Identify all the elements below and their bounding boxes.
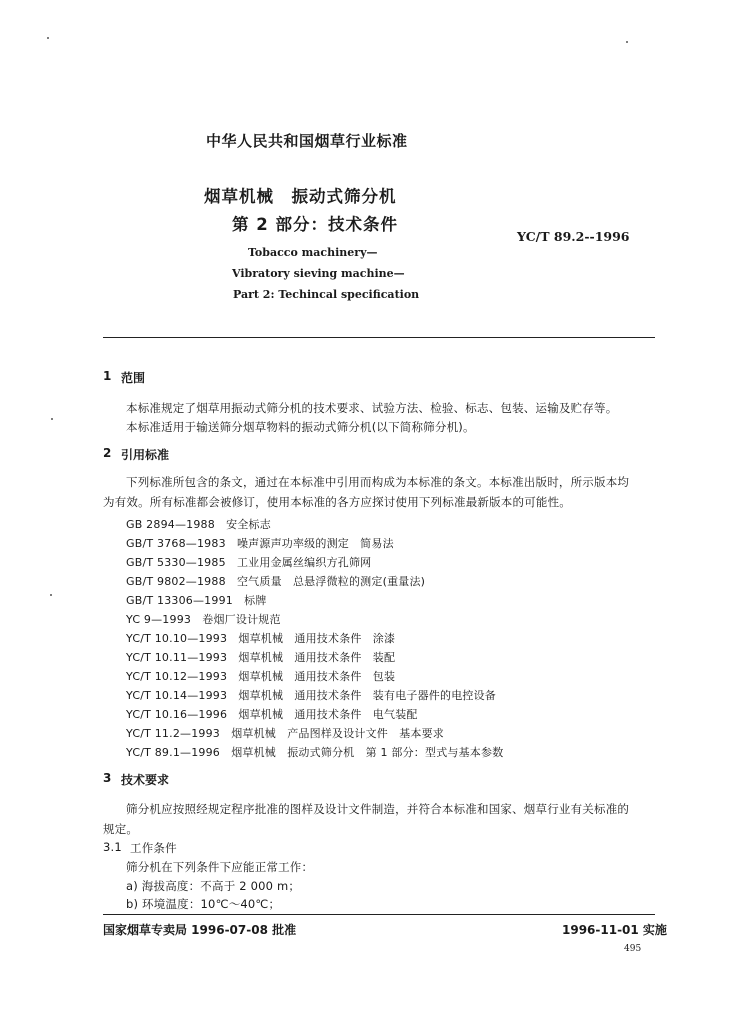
subsection-3-1-number: 3.1 xyxy=(103,840,122,854)
list-item: YC/T 10.16—1996 烟草机械 通用技术条件 电气装配 xyxy=(126,708,418,721)
section-2-paragraph-line2: 为有效。所有标准都会被修订，使用本标准的各方应探讨使用下列标准最新版本的可能性。 xyxy=(103,495,571,509)
footer-divider xyxy=(103,914,655,915)
doc-title-line2: 第 2 部分：技术条件 xyxy=(232,215,398,234)
section-1-paragraph-2: 本标准适用于输送筛分烟草物料的振动式筛分机(以下简称筛分机)。 xyxy=(126,420,475,434)
list-item: GB/T 3768—1983 噪声源声功率级的测定 简易法 xyxy=(126,537,394,550)
section-3-title: 技术要求 xyxy=(121,773,170,787)
section-2-title: 引用标准 xyxy=(121,448,170,462)
list-item: GB/T 9802—1988 空气质量 总悬浮微粒的测定(重量法) xyxy=(126,575,426,588)
list-item: GB/T 13306—1991 标牌 xyxy=(126,594,267,607)
list-item: YC/T 10.14—1993 烟草机械 通用技术条件 装有电子器件的电控设备 xyxy=(126,689,497,702)
english-title-line2: Vibratory sieving machine— xyxy=(232,267,405,280)
list-item: YC/T 10.10—1993 烟草机械 通用技术条件 涂漆 xyxy=(126,632,396,645)
english-title-line1: Tobacco machinery— xyxy=(248,246,378,259)
section-2-paragraph-line1: 下列标准所包含的条文，通过在本标准中引用而构成为本标准的条文。本标准出版时，所示版本均 xyxy=(126,475,630,489)
issuer-title: 中华人民共和国烟草行业标准 xyxy=(206,132,408,150)
section-2-number: 2 xyxy=(103,446,112,460)
list-item: GB 2894—1988 安全标志 xyxy=(126,518,271,531)
section-3-paragraph-line1: 筛分机应按照经规定程序批准的图样及设计文件制造，并符合本标准和国家、烟草行业有关标准的 xyxy=(126,802,630,816)
header-divider xyxy=(103,337,655,338)
list-item: YC/T 10.11—1993 烟草机械 通用技术条件 装配 xyxy=(126,651,396,664)
section-1-number: 1 xyxy=(103,369,112,383)
list-item: GB/T 5330—1985 工业用金属丝编织方孔筛网 xyxy=(126,556,372,569)
scan-speck xyxy=(47,37,49,39)
list-item: YC 9—1993 卷烟厂设计规范 xyxy=(126,613,281,626)
section-3-number: 3 xyxy=(103,771,112,785)
english-title-line3: Part 2: Techincal specification xyxy=(233,288,420,301)
list-item: YC/T 11.2—1993 烟草机械 产品图样及设计文件 基本要求 xyxy=(126,727,445,740)
condition-item-a: a) 海拔高度：不高于 2 000 m； xyxy=(126,879,301,893)
standard-number: YC/T 89.2--1996 xyxy=(517,229,630,244)
page-number: 495 xyxy=(624,944,642,954)
subsection-3-1-paragraph: 筛分机在下列条件下应能正常工作： xyxy=(126,860,314,874)
approval-line: 国家烟草专卖局 1996-07-08 批准 xyxy=(103,923,297,937)
list-item: YC/T 10.12—1993 烟草机械 通用技术条件 包装 xyxy=(126,670,396,683)
scan-speck xyxy=(50,594,52,596)
doc-title-line1: 烟草机械 振动式筛分机 xyxy=(204,187,397,206)
condition-item-b: b) 环境温度：10℃～40℃； xyxy=(126,897,281,911)
section-1-paragraph-1: 本标准规定了烟草用振动式筛分机的技术要求、试验方法、检验、标志、包装、运输及贮存等。 xyxy=(126,401,618,415)
section-3-paragraph-line2: 规定。 xyxy=(103,822,139,836)
section-1-title: 范围 xyxy=(121,371,146,385)
scan-speck xyxy=(626,41,628,43)
scan-speck xyxy=(51,418,53,420)
subsection-3-1-title: 工作条件 xyxy=(130,841,177,855)
implementation-line: 1996-11-01 实施 xyxy=(562,923,667,937)
list-item: YC/T 89.1—1996 烟草机械 振动式筛分机 第 1 部分：型式与基本参数 xyxy=(126,746,504,759)
